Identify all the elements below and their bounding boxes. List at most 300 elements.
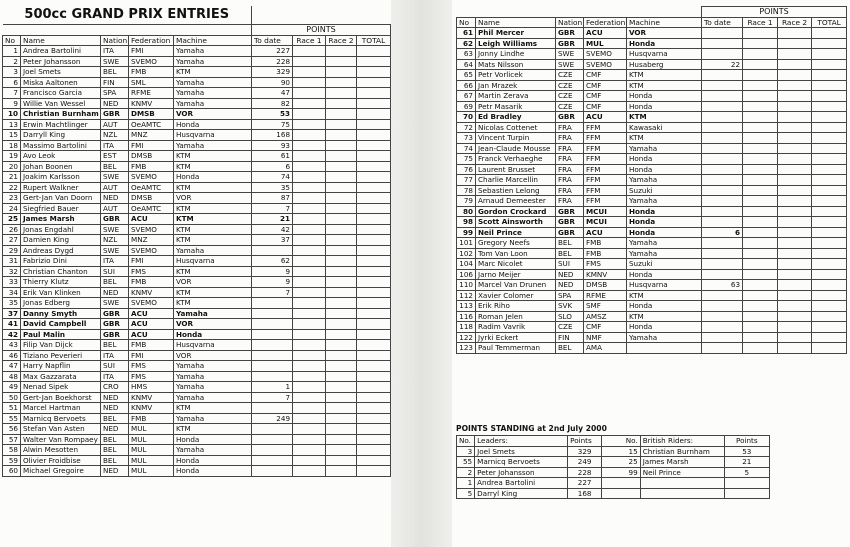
rider-name: Roman Jelen (476, 311, 556, 322)
table-row (457, 38, 847, 49)
table-row (457, 70, 847, 81)
table-row (457, 91, 847, 102)
total-cell (357, 319, 391, 330)
points-to-date (702, 38, 743, 49)
race1-cell (293, 193, 326, 204)
points-header-right: POINTS (702, 7, 847, 18)
table-row (3, 182, 391, 193)
leader-number: 5 (457, 488, 475, 499)
rider-federation: FFM (584, 133, 627, 144)
rider-name: Siegfried Bauer (21, 203, 101, 214)
col-british: British Riders: (640, 436, 724, 447)
table-row (3, 245, 391, 256)
rider-number: 64 (457, 59, 476, 70)
rider-federation: ACU (129, 214, 174, 225)
race2-cell (778, 70, 812, 81)
rider-machine: KTM (627, 112, 702, 123)
rider-nation: GBR (101, 109, 129, 120)
rider-machine: VOR (174, 319, 252, 330)
rider-name: Jonny Lindhe (476, 49, 556, 60)
rider-federation: MUL (129, 455, 174, 466)
points-to-date (702, 112, 743, 123)
rider-machine: KTM (174, 214, 252, 225)
rider-machine: KTM (174, 287, 252, 298)
table-row (457, 59, 847, 70)
leader-points: 168 (568, 488, 602, 499)
race1-cell (743, 154, 778, 165)
rider-name: Jonas Engdahl (21, 224, 101, 235)
total-cell (357, 371, 391, 382)
rider-nation: CZE (556, 91, 584, 102)
standing-row (457, 457, 770, 468)
rider-machine: Kawasaki (627, 122, 702, 133)
rider-name: Leigh Williams (476, 38, 556, 49)
race2-cell (326, 256, 357, 267)
rider-name: Erwin Machtlinger (21, 119, 101, 130)
british-number: 99 (602, 467, 641, 478)
rider-nation: FIN (556, 332, 584, 343)
points-to-date (702, 175, 743, 186)
rider-number: 9 (3, 98, 21, 109)
points-to-date: 62 (252, 256, 293, 267)
rider-nation: GBR (101, 329, 129, 340)
total-cell (357, 203, 391, 214)
race2-cell (326, 434, 357, 445)
rider-federation: FMB (129, 277, 174, 288)
points-to-date (702, 196, 743, 207)
points-to-date (702, 49, 743, 60)
rider-nation: CZE (556, 70, 584, 81)
rider-name: Michael Gregoire (21, 466, 101, 477)
race1-cell (293, 109, 326, 120)
rider-nation: ITA (101, 371, 129, 382)
rider-nation: NED (556, 269, 584, 280)
rider-name: James Marsh (21, 214, 101, 225)
rider-machine: Yamaha (627, 332, 702, 343)
table-row (3, 214, 391, 225)
table-row (457, 175, 847, 186)
rider-federation: KMNV (584, 269, 627, 280)
rider-nation: SVK (556, 301, 584, 312)
rider-nation: BEL (101, 340, 129, 351)
points-to-date (702, 154, 743, 165)
rider-machine: Honda (174, 466, 252, 477)
rider-federation: OeAMTC (129, 119, 174, 130)
race1-cell (293, 329, 326, 340)
table-row (457, 196, 847, 207)
total-cell (357, 455, 391, 466)
total-cell (812, 206, 847, 217)
rider-name: Paul Temmerman (476, 343, 556, 354)
rider-number: 43 (3, 340, 21, 351)
total-cell (812, 185, 847, 196)
race1-cell (293, 182, 326, 193)
rider-federation: ACU (584, 227, 627, 238)
race1-cell (743, 280, 778, 291)
rider-nation: EST (101, 151, 129, 162)
rider-federation: FMI (129, 140, 174, 151)
total-cell (357, 403, 391, 414)
table-row (457, 238, 847, 249)
race2-cell (778, 154, 812, 165)
points-to-date: 227 (252, 46, 293, 57)
table-row (457, 164, 847, 175)
rider-federation: KNMV (129, 98, 174, 109)
points-to-date (252, 434, 293, 445)
total-cell (812, 143, 847, 154)
race2-cell (326, 130, 357, 141)
rider-machine: Honda (174, 119, 252, 130)
rider-number: 25 (3, 214, 21, 225)
table-row (3, 140, 391, 151)
rider-name: David Campbell (21, 319, 101, 330)
table-row (3, 371, 391, 382)
rider-name: Sebastien Lelong (476, 185, 556, 196)
race2-cell (778, 290, 812, 301)
rider-name: Jean-Claude Mousse (476, 143, 556, 154)
rider-nation: CZE (556, 101, 584, 112)
rider-name: Charlie Marcellin (476, 175, 556, 186)
total-cell (357, 161, 391, 172)
rider-federation: DMSB (129, 151, 174, 162)
race2-cell (778, 343, 812, 354)
rider-number: 116 (457, 311, 476, 322)
rider-name: Joakim Karlsson (21, 172, 101, 183)
points-to-date (702, 259, 743, 270)
race1-cell (293, 287, 326, 298)
rider-nation: NED (101, 403, 129, 414)
points-to-date (252, 424, 293, 435)
rider-machine: Yamaha (174, 308, 252, 319)
race1-cell (293, 445, 326, 456)
rider-name: Erik Riho (476, 301, 556, 312)
rider-name: Gordon Crockard (476, 206, 556, 217)
rider-name: Mats Nilsson (476, 59, 556, 70)
points-to-date: 93 (252, 140, 293, 151)
points-to-date: 7 (252, 287, 293, 298)
table-row (457, 301, 847, 312)
rider-federation: FFM (584, 175, 627, 186)
rider-nation: FRA (556, 143, 584, 154)
leader-points: 249 (568, 457, 602, 468)
leader-name: Marnicq Bervoets (475, 457, 568, 468)
points-to-date (252, 445, 293, 456)
rider-federation: ACU (129, 319, 174, 330)
rider-name: Jonas Edberg (21, 298, 101, 309)
rider-number: 70 (457, 112, 476, 123)
total-cell (812, 269, 847, 280)
rider-nation: GBR (556, 112, 584, 123)
rider-number: 61 (457, 28, 476, 39)
rider-number: 3 (3, 67, 21, 78)
rider-name: Marnicq Bervoets (21, 413, 101, 424)
table-row (457, 143, 847, 154)
points-to-date (702, 80, 743, 91)
total-cell (812, 343, 847, 354)
table-row (3, 109, 391, 120)
rider-nation: NED (101, 193, 129, 204)
race1-cell (743, 133, 778, 144)
race1-cell (293, 67, 326, 78)
leader-number: 1 (457, 478, 475, 489)
rider-name: Rupert Walkner (21, 182, 101, 193)
race1-cell (293, 371, 326, 382)
race1-cell (293, 224, 326, 235)
table-row (3, 329, 391, 340)
rider-name: Massimo Bartolini (21, 140, 101, 151)
rider-name: Marcel Van Drunen (476, 280, 556, 291)
col-nation: Nation (556, 17, 584, 28)
table-row (3, 392, 391, 403)
points-to-date: 90 (252, 77, 293, 88)
col-to-date: To date (702, 17, 743, 28)
rider-nation: NED (101, 287, 129, 298)
table-row (3, 46, 391, 57)
race1-cell (293, 382, 326, 393)
points-to-date: 6 (252, 161, 293, 172)
total-cell (357, 172, 391, 183)
total-cell (357, 287, 391, 298)
rider-name: Filip Van Dijck (21, 340, 101, 351)
rider-machine: Suzuki (627, 185, 702, 196)
rider-machine: Yamaha (627, 175, 702, 186)
race1-cell (743, 112, 778, 123)
race1-cell (743, 206, 778, 217)
rider-number: 118 (457, 322, 476, 333)
rider-nation: GBR (556, 38, 584, 49)
race2-cell (326, 455, 357, 466)
rider-nation: SLO (556, 311, 584, 322)
rider-number: 37 (3, 308, 21, 319)
rider-nation: SUI (556, 259, 584, 270)
rider-number: 24 (3, 203, 21, 214)
total-cell (812, 91, 847, 102)
race1-cell (743, 59, 778, 70)
points-to-date: 35 (252, 182, 293, 193)
rider-machine: KTM (174, 67, 252, 78)
points-to-date (702, 133, 743, 144)
race1-cell (743, 311, 778, 322)
race1-cell (293, 235, 326, 246)
race2-cell (326, 361, 357, 372)
rider-federation: MUL (129, 445, 174, 456)
table-row (457, 269, 847, 280)
points-to-date (702, 290, 743, 301)
points-to-date: 6 (702, 227, 743, 238)
rider-machine: Honda (627, 38, 702, 49)
total-cell (812, 227, 847, 238)
points-to-date (702, 322, 743, 333)
rider-machine: Honda (174, 434, 252, 445)
race2-cell (326, 424, 357, 435)
col-machine: Machine (627, 17, 702, 28)
rider-number: 101 (457, 238, 476, 249)
table-row (3, 256, 391, 267)
rider-number: 112 (457, 290, 476, 301)
total-cell (812, 217, 847, 228)
rider-name: Marc Nicolet (476, 259, 556, 270)
total-cell (812, 28, 847, 39)
race2-cell (326, 371, 357, 382)
rider-machine: KTM (627, 70, 702, 81)
rider-federation: FFM (584, 122, 627, 133)
rider-machine: VOR (174, 350, 252, 361)
rider-federation: CMF (584, 322, 627, 333)
race1-cell (293, 266, 326, 277)
total-cell (357, 182, 391, 193)
rider-federation: FMS (584, 259, 627, 270)
race1-cell (293, 98, 326, 109)
rider-nation: GBR (556, 217, 584, 228)
entries-table-right (456, 6, 847, 354)
race2-cell (326, 392, 357, 403)
col-name: Name (21, 35, 101, 46)
race1-cell (743, 269, 778, 280)
race1-cell (293, 151, 326, 162)
rider-name: Marcel Hartman (21, 403, 101, 414)
race2-cell (778, 122, 812, 133)
rider-number: 66 (457, 80, 476, 91)
rider-name: Francisco Garcia (21, 88, 101, 99)
rider-nation: BEL (556, 343, 584, 354)
race1-cell (293, 172, 326, 183)
rider-machine: KTM (174, 224, 252, 235)
race1-cell (293, 319, 326, 330)
standing-row (457, 467, 770, 478)
rider-name: Paul Malin (21, 329, 101, 340)
leader-points: 329 (568, 446, 602, 457)
rider-federation: MUL (129, 424, 174, 435)
rider-federation: AMA (584, 343, 627, 354)
total-cell (812, 38, 847, 49)
race2-cell (326, 277, 357, 288)
total-cell (357, 350, 391, 361)
rider-nation: GBR (556, 206, 584, 217)
leader-points: 227 (568, 478, 602, 489)
rider-federation: KNMV (129, 392, 174, 403)
race1-cell (743, 248, 778, 259)
race1-cell (743, 175, 778, 186)
race1-cell (293, 119, 326, 130)
table-row (3, 382, 391, 393)
rider-nation: SPA (556, 290, 584, 301)
total-cell (357, 98, 391, 109)
rider-federation: SVEMO (584, 59, 627, 70)
table-row (3, 266, 391, 277)
total-cell (812, 80, 847, 91)
race2-cell (326, 235, 357, 246)
table-row (3, 88, 391, 99)
table-row (457, 185, 847, 196)
points-to-date: 168 (252, 130, 293, 141)
table-row (3, 172, 391, 183)
british-rider-name: James Marsh (640, 457, 724, 468)
rider-machine: Yamaha (174, 382, 252, 393)
race2-cell (326, 151, 357, 162)
points-to-date: 74 (252, 172, 293, 183)
rider-number: 20 (3, 161, 21, 172)
race2-cell (326, 56, 357, 67)
race2-cell (778, 238, 812, 249)
rider-number: 35 (3, 298, 21, 309)
total-cell (812, 101, 847, 112)
rider-machine: VOR (627, 28, 702, 39)
race2-cell (326, 182, 357, 193)
table-row (457, 259, 847, 270)
points-to-date: 228 (252, 56, 293, 67)
rider-nation: SUI (101, 266, 129, 277)
total-cell (357, 67, 391, 78)
rider-name: Nicolas Cottenet (476, 122, 556, 133)
rider-nation: GBR (556, 227, 584, 238)
rider-number: 63 (457, 49, 476, 60)
points-to-date (252, 298, 293, 309)
rider-machine: VOR (174, 193, 252, 204)
rider-number: 32 (3, 266, 21, 277)
rider-name: Gert-Jan Van Doorn (21, 193, 101, 204)
rider-nation: NZL (101, 130, 129, 141)
race2-cell (778, 196, 812, 207)
british-rider-name: Christian Burnham (640, 446, 724, 457)
rider-nation: BEL (101, 277, 129, 288)
race1-cell (293, 88, 326, 99)
total-cell (357, 140, 391, 151)
col-to-date: To date (252, 35, 293, 46)
rider-nation: FRA (556, 133, 584, 144)
rider-number: 123 (457, 343, 476, 354)
rider-machine: Husqvarna (174, 340, 252, 351)
rider-federation: ACU (584, 112, 627, 123)
rider-number: 49 (3, 382, 21, 393)
total-cell (357, 235, 391, 246)
leader-number: 55 (457, 457, 475, 468)
race1-cell (743, 322, 778, 333)
rider-nation: FRA (556, 175, 584, 186)
total-cell (357, 434, 391, 445)
rider-name: Petr Vorlicek (476, 70, 556, 81)
rider-number: 42 (3, 329, 21, 340)
race2-cell (326, 466, 357, 477)
table-row (457, 154, 847, 165)
rider-federation: SVEMO (129, 172, 174, 183)
total-cell (812, 311, 847, 322)
total-cell (812, 112, 847, 123)
race2-cell (326, 266, 357, 277)
rider-federation: FMB (129, 67, 174, 78)
race2-cell (326, 350, 357, 361)
race2-cell (778, 311, 812, 322)
rider-nation: SWE (101, 56, 129, 67)
race1-cell (293, 277, 326, 288)
rider-federation: SVEMO (584, 49, 627, 60)
rider-name: Gregory Neefs (476, 238, 556, 249)
race1-cell (743, 122, 778, 133)
rider-federation: FMI (129, 256, 174, 267)
rider-machine: Honda (627, 91, 702, 102)
race1-cell (743, 185, 778, 196)
total-cell (812, 154, 847, 165)
total-cell (357, 46, 391, 57)
rider-machine: KTM (174, 266, 252, 277)
rider-federation: MNZ (129, 235, 174, 246)
rider-machine: Yamaha (174, 56, 252, 67)
rider-number: 31 (3, 256, 21, 267)
standing-row (457, 478, 770, 489)
rider-number: 55 (3, 413, 21, 424)
col-total: TOTAL (357, 35, 391, 46)
table-row (3, 319, 391, 330)
rider-number: 21 (3, 172, 21, 183)
